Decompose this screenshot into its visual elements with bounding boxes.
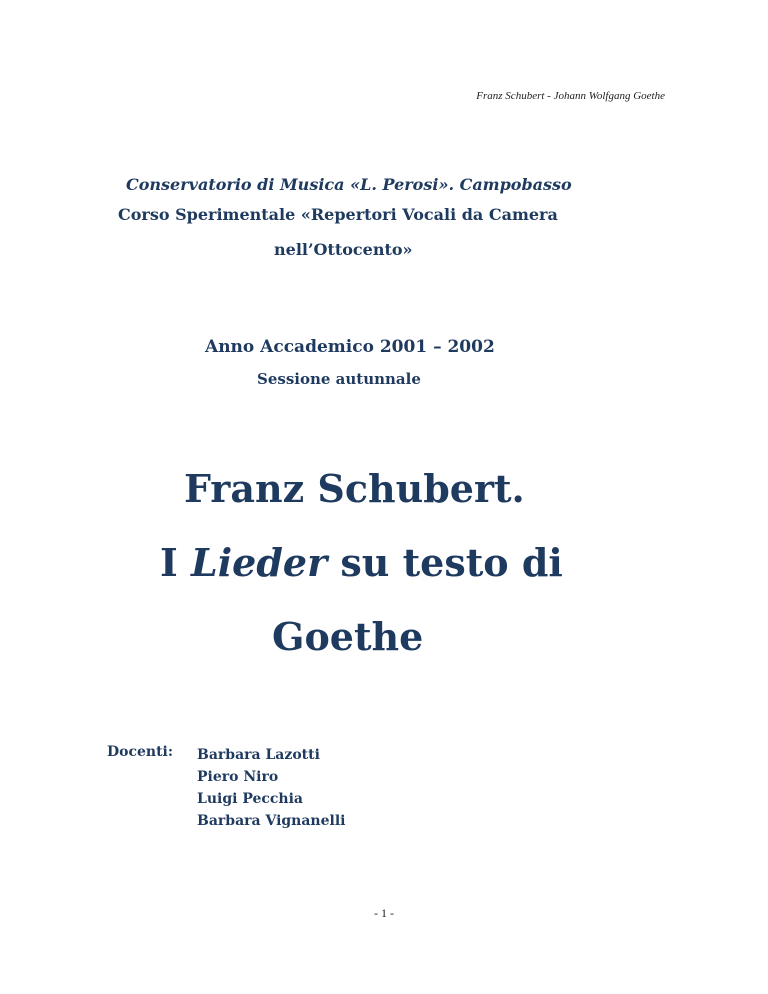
institution-name: Conservatorio di Musica «L. Perosi». Campobasso bbox=[126, 175, 572, 194]
docente-name: Luigi Pecchia bbox=[197, 791, 303, 807]
title-line-3: Goethe bbox=[272, 614, 424, 659]
docenti-label: Docenti: bbox=[107, 744, 174, 760]
running-header: Franz Schubert - Johann Wolfgang Goethe bbox=[476, 90, 665, 102]
docente-name: Piero Niro bbox=[197, 769, 279, 785]
academic-year: Anno Accademico 2001 – 2002 bbox=[205, 337, 495, 357]
course-title-line-2: nell’Ottocento» bbox=[274, 240, 413, 259]
docenti-list bbox=[197, 744, 345, 832]
title-line-1: Franz Schubert. bbox=[184, 466, 525, 511]
title-line-2 bbox=[160, 540, 563, 585]
docente-name: Barbara Lazotti bbox=[197, 747, 320, 763]
title-line-2-italic: Lieder bbox=[191, 540, 328, 585]
page-number: - 1 - bbox=[374, 906, 394, 920]
title-line-2-suffix: su testo di bbox=[327, 540, 563, 585]
title-line-2-prefix: I bbox=[160, 540, 192, 585]
docente-name: Barbara Vignanelli bbox=[197, 813, 346, 829]
session: Sessione autunnale bbox=[257, 370, 421, 388]
course-title-line-1: Corso Sperimentale «Repertori Vocali da Camera bbox=[118, 205, 558, 224]
